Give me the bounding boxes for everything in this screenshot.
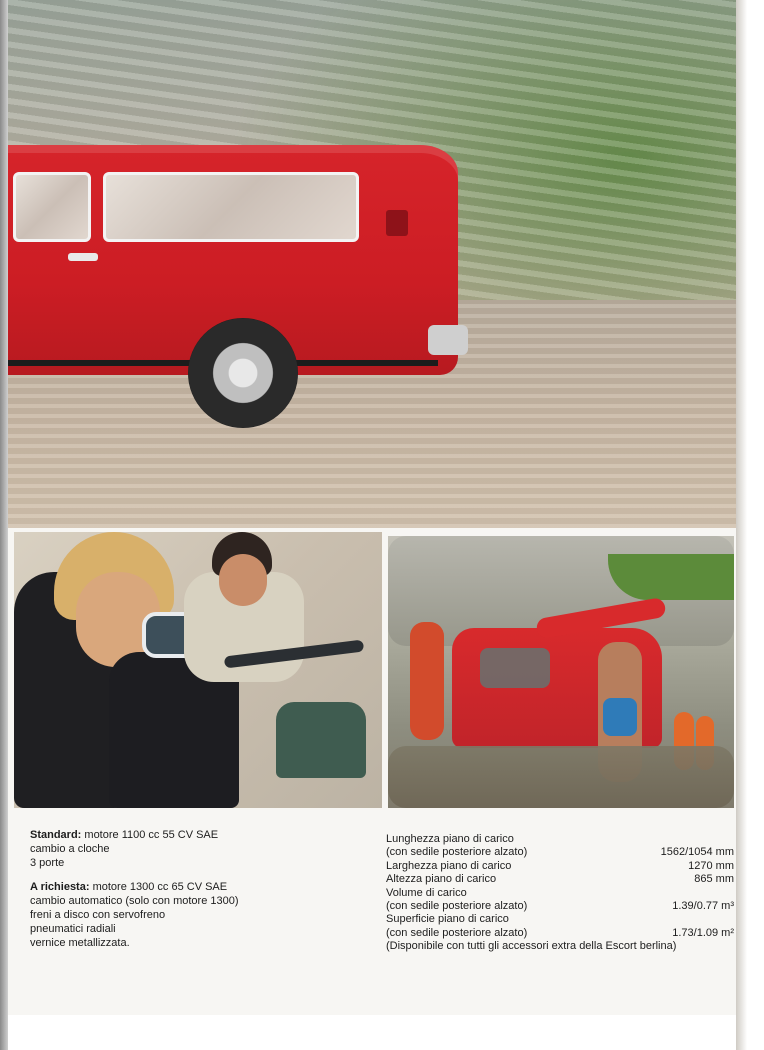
wet-ground [388, 746, 734, 808]
spec-value: 1562/1054 mm [660, 846, 734, 859]
optional-item: vernice metallizzata. [30, 937, 130, 949]
spec-label: Superficie piano di carico [386, 913, 509, 926]
page-edge [736, 0, 764, 1050]
optional-engine: motore 1300 cc 65 CV SAE [92, 881, 228, 893]
optional-item: cambio automatico (solo con motore 1300) [30, 895, 239, 907]
availability-note: (Disponibile con tutti gli accessori extra della Escort berlina) [386, 940, 677, 953]
spec-row [386, 846, 734, 859]
photo-car-at-beach [388, 536, 734, 808]
spec-value: 865 mm [694, 873, 734, 886]
blue-shorts [603, 698, 637, 736]
equipment-text [30, 828, 360, 950]
spec-label: (con sedile posteriore alzato) [386, 900, 528, 913]
car-window-front [13, 172, 91, 242]
spec-value: 1270 mm [688, 859, 734, 872]
optional-item: pneumatici radiali [30, 923, 116, 935]
spec-row [386, 873, 734, 886]
hero-photo-station-wagon [8, 0, 736, 528]
spec-row [386, 913, 734, 926]
optional-label: A richiesta: [30, 881, 90, 893]
rear-bumper [428, 325, 468, 355]
spec-label: (con sedile posteriore alzato) [386, 926, 528, 939]
spec-value: 1.39/0.77 m³ [672, 900, 734, 913]
spec-label: (con sedile posteriore alzato) [386, 846, 528, 859]
spec-row [386, 887, 734, 900]
standard-engine: motore 1100 cc 55 CV SAE [84, 829, 219, 841]
woman-by-door [410, 622, 444, 740]
optional-line [30, 880, 360, 894]
face-right [219, 554, 267, 606]
cargo-specs [386, 833, 734, 954]
door-handle [68, 253, 98, 261]
spec-label: Altezza piano di carico [386, 873, 497, 886]
spec-label: Larghezza piano di carico [386, 859, 512, 872]
standard-item: cambio a cloche [30, 843, 110, 855]
car-side-window [480, 648, 550, 688]
standard-line [30, 828, 360, 842]
standard-item: 3 porte [30, 857, 65, 869]
photo-divers-group [14, 532, 382, 808]
rear-side-light [386, 210, 408, 236]
optional-item: freni a disco con servofreno [30, 909, 166, 921]
spec-value: 1.73/1.09 m² [672, 926, 734, 939]
spec-label: Volume di carico [386, 886, 467, 899]
book-spine [0, 0, 8, 1050]
spec-row [386, 860, 734, 873]
spec-row [386, 833, 734, 846]
spec-row [386, 900, 734, 913]
standard-label: Standard: [30, 829, 82, 841]
spec-label: Lunghezza piano di carico [386, 833, 514, 845]
grass-patch [608, 554, 734, 600]
diving-fins [276, 702, 366, 778]
car-window-rear [103, 172, 359, 242]
spacer [30, 870, 360, 880]
rear-wheel [188, 318, 298, 428]
spec-row [386, 927, 734, 940]
